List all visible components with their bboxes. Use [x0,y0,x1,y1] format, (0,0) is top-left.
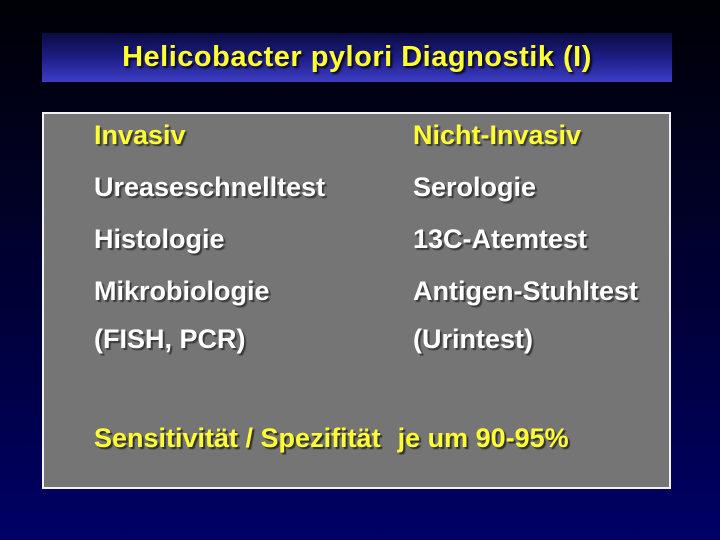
column-header-nicht-invasiv: Nicht-Invasiv [413,120,582,150]
list-item-ureaseschnelltest: Ureaseschnelltest [94,172,326,202]
footer-note [94,423,569,454]
list-item-13c-atemtest: 13C-Atemtest [413,224,588,254]
list-item-histologie: Histologie [94,224,225,254]
list-item-fish-pcr: (FISH, PCR) [94,324,246,354]
list-item-serologie: Serologie [413,172,537,202]
list-item-antigen-stuhltest: Antigen-Stuhltest [413,276,638,306]
content-panel [42,112,671,489]
column-header-invasiv: Invasiv [94,120,186,150]
footer-label: Sensitivität / Spezifität [94,423,381,453]
title-bar [42,33,672,82]
list-item-urintest: (Urintest) [413,324,533,354]
slide-title: Helicobacter pylori Diagnostik (I) [122,41,592,73]
list-item-mikrobiologie: Mikrobiologie [94,276,270,306]
footer-value: je um 90-95% [397,423,569,453]
